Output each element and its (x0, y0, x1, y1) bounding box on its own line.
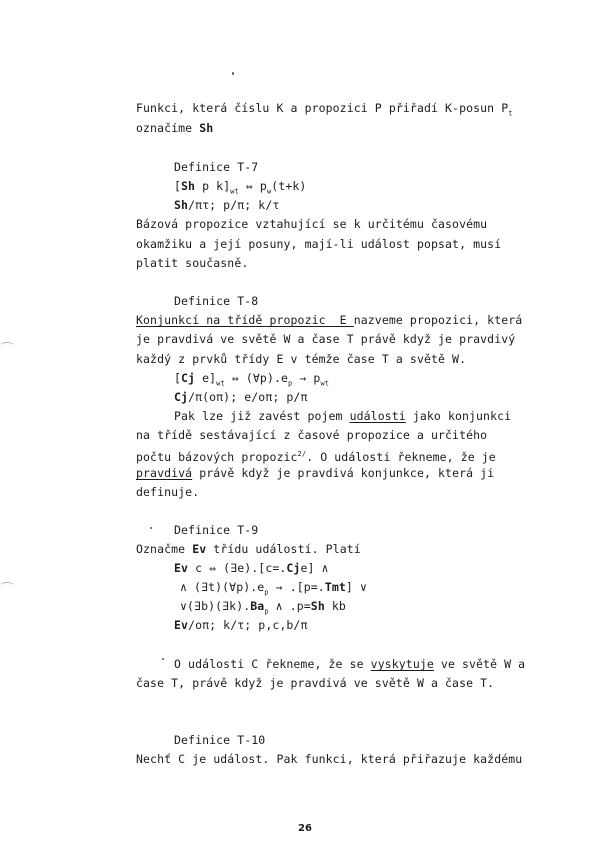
footnote-ref: 2/ (297, 450, 307, 458)
text-line: je pravdivá ve světě W a čase T právě když je pravdivý (136, 332, 516, 346)
text-line: platit současně. (136, 256, 249, 270)
formula-line: ∧ $(\exists t)(\forall p).e_p \to .[p=.Tmt]$ ∨ (180, 580, 367, 597)
binder-mark (0, 342, 14, 349)
text-line: definuje. (136, 485, 200, 499)
text-line: Nechť C je událost. Pak funkci, která přiřazuje každému (136, 752, 523, 766)
text-line: Funkci, která číslu K a propozici P přiřadí K-posun $P_t$ (136, 101, 513, 118)
text-line: počtu bázových propozic$^{2/}$. O události řekneme, že je (136, 449, 496, 464)
formula-line: Cj/π(oπ); e/oπ; p/π (174, 390, 308, 404)
text-line: okamžiku a její posuny, mají-li událost popsat, musí (136, 237, 502, 251)
text-line: čase T, právě když je pravdivá ve světě W a čase T. (136, 676, 495, 690)
text-line: Konjunkcí na třídě propozic E nazveme propozici, která (136, 313, 523, 327)
text-line: O události C řekneme, že se vyskytuje ve světě W a (174, 657, 526, 671)
text-line: na třídě sestávající z časové propozice a určitého (136, 428, 488, 442)
formula-line: Ev/oπ; k/τ; p,c,b/π (174, 618, 308, 632)
text-line: Pak lze již zavést pojem události jako konjunkci (174, 409, 512, 423)
definition-heading: Definice T-8 (174, 294, 259, 308)
definition-heading: Definice T-7 (174, 160, 259, 174)
definition-heading: Definice T-9 (174, 523, 259, 537)
formula-line: Sh/πτ; p/π; k/τ (174, 198, 280, 212)
text-line: pravdivá právě když je pravdivá konjunkce, která ji (136, 466, 495, 480)
ink-speck (162, 658, 164, 660)
definition-heading: Definice T-10 (174, 733, 266, 747)
text-line: každý z prvků třídy E v témže čase T a světě W. (136, 352, 467, 366)
binder-mark (0, 582, 14, 589)
text-line: označíme Sh (136, 121, 214, 135)
formula-line: [Sh p $k]_{wt}$ ⇔ $p_w(t+k)$ (174, 179, 307, 196)
ink-speck (150, 527, 152, 529)
page-number: 26 (298, 823, 312, 834)
text-line: Bázová propozice vztahující se k určitému časovému (136, 217, 488, 231)
ink-speck (232, 72, 234, 75)
formula-line: $\vee(\exists b)(\exists k).Ba_p$ ∧ .p=Sh kb (180, 599, 346, 616)
formula-line: [Cj $e]_{wt}$ ⇔ $(\forall p).e_p \to p_{wt}$ (174, 371, 330, 388)
text-line: Označme Ev třídu událostí. Platí (136, 542, 361, 556)
formula-line: Ev c ⇔ (∃e).[c=.Cje] ∧ (174, 561, 329, 575)
